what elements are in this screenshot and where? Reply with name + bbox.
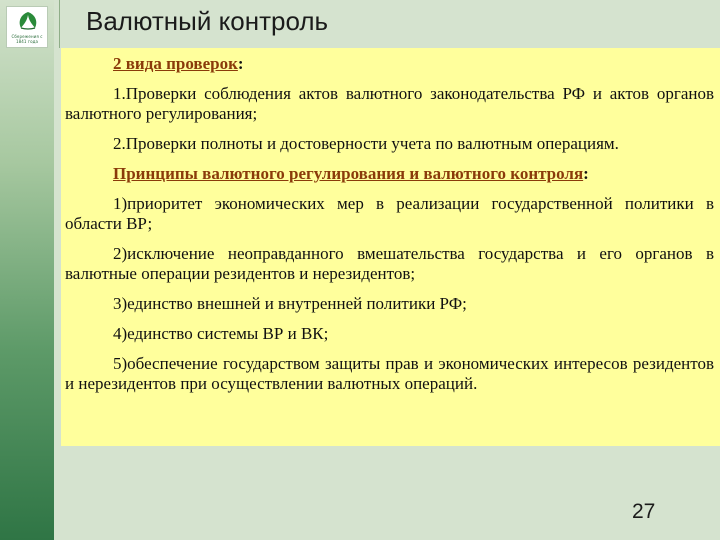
principles-heading-paragraph xyxy=(65,164,714,184)
principles-heading-colon: : xyxy=(583,164,589,183)
logo-caption: Сбережения с 1841 года xyxy=(11,34,43,44)
page-title: Валютный контроль xyxy=(86,6,329,36)
page-number: 27 xyxy=(632,500,656,523)
principle-item: 5)обеспечение государством защиты прав и экономических интересов резидентов и нерезидентов при осуществлении валютных операций. xyxy=(65,354,714,393)
checks-heading-paragraph xyxy=(65,54,714,74)
principle-item: 2)исключение неоправданного вмешательства государства и его органов в валютные операции резидентов и нерезидентов; xyxy=(65,244,714,283)
check-item: 2.Проверки полноты и достоверности учета по валютным операциям. xyxy=(113,134,619,153)
logo xyxy=(6,6,48,48)
title-divider xyxy=(59,0,60,48)
checks-heading: 2 вида проверок xyxy=(113,54,238,73)
principle-item: 3)единство внешней и внутренней политики РФ; xyxy=(113,294,467,313)
sidebar-gradient xyxy=(0,0,54,540)
principles-heading: Принципы валютного регулирования и валютного контроля xyxy=(113,164,584,183)
check-item: 1.Проверки соблюдения актов валютного законодательства РФ и актов органов валютного регулирования; xyxy=(65,84,714,123)
content-panel xyxy=(61,48,720,446)
leaf-logo-icon xyxy=(16,11,40,31)
principle-item: 1)приоритет экономических мер в реализации государственной политики в области ВР; xyxy=(65,194,714,233)
checks-heading-colon: : xyxy=(237,54,244,73)
principle-item: 4)единство системы ВР и ВК; xyxy=(113,324,329,343)
